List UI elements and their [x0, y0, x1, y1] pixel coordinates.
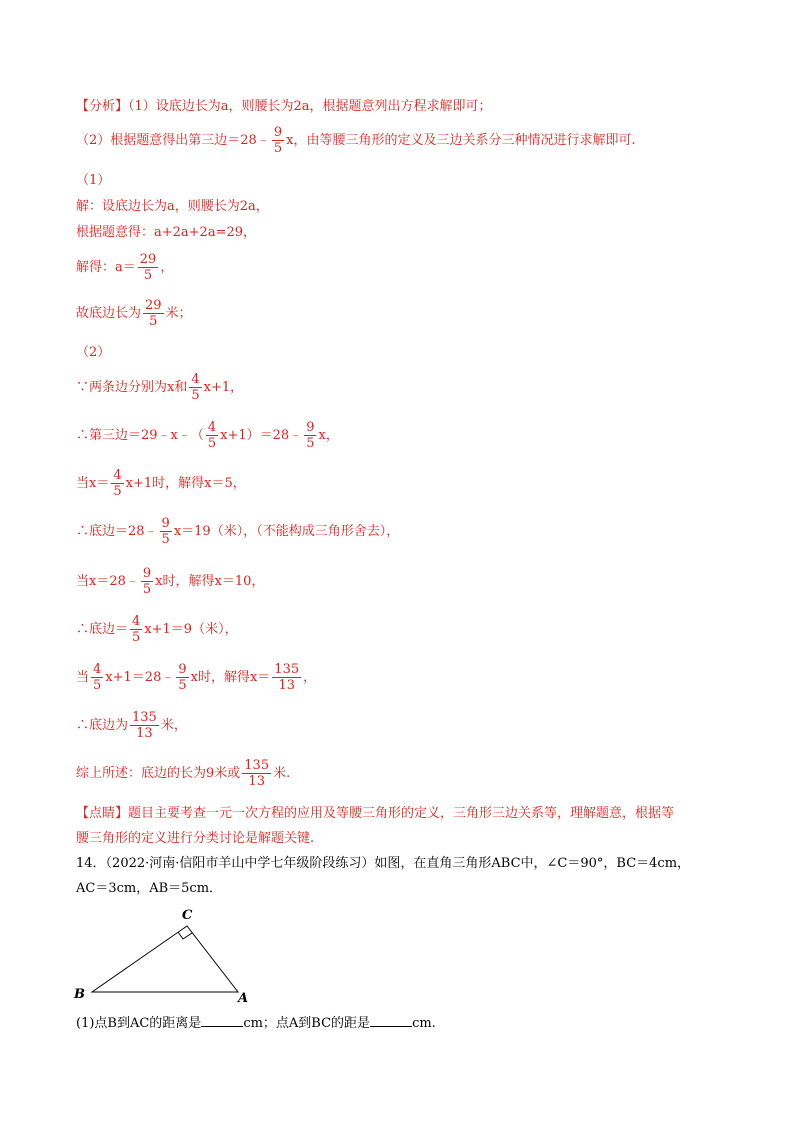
s4-post: 米； [165, 306, 192, 321]
analysis-p2-post: x，由等腰三角形的定义及三边关系分三种情况进行求解即可. [286, 133, 636, 148]
comment-line1: 题目主要考查一元一次方程的应用及等腰三角形的定义，三角形三边关系等，理解题意，根据等 [128, 806, 675, 821]
frac-num: 4 [207, 420, 217, 435]
s4-pre: 故底边长为 [76, 306, 142, 321]
analysis-line-2 [76, 125, 636, 156]
solution-t9 [76, 758, 290, 789]
t4-pre: ∴底边＝28﹣ [76, 524, 158, 539]
frac-den: 13 [248, 774, 265, 789]
t6-pre: ∴底边＝ [76, 622, 129, 637]
fraction [189, 372, 201, 403]
t9-post: 米. [273, 766, 291, 781]
comment-tag: 【点睛】 [76, 806, 129, 821]
frac-num: 29 [145, 298, 162, 313]
analysis-p1: （1）设底边长为a，则腰长为2a，根据题意列出方程求解即可； [128, 99, 492, 114]
solution-s3 [76, 252, 173, 283]
solution-t5 [76, 566, 264, 597]
frac-num: 9 [178, 662, 187, 677]
vertex-label-b: B [74, 987, 85, 1002]
t9-pre: 综上所述：底边的长为9米或 [76, 766, 241, 781]
solution-s2: 根据题意得：a+2a+2a=29， [76, 225, 257, 240]
t2-post: x， [318, 428, 339, 443]
frac-den: 5 [142, 582, 152, 597]
frac-den: 13 [278, 678, 295, 693]
frac-num: 4 [191, 372, 200, 387]
comment-line-1 [76, 805, 674, 823]
frac-num: 9 [306, 420, 315, 435]
triangle-figure [70, 905, 260, 1005]
fraction [272, 125, 284, 156]
question14-line-2: AC＝3cm，AB＝5cm． [76, 881, 223, 896]
t6-post: x+1＝9（米）， [144, 622, 238, 637]
s3-post: ， [160, 260, 174, 275]
question-line1-post: 如图，在直角三角形ABC中，∠C＝90°，BC＝4cm， [374, 856, 691, 871]
frac-den: 5 [113, 484, 122, 499]
frac-num: 29 [139, 252, 157, 267]
fraction [143, 298, 164, 329]
solution-t3 [76, 468, 246, 499]
t2-mid: x+1）＝28﹣ [220, 428, 303, 443]
analysis-tag: 【分析】 [76, 99, 129, 114]
frac-den: 5 [273, 141, 283, 156]
solution-s1: 解：设底边长为a，则腰长为2a， [76, 199, 269, 214]
part2-label: （2） [76, 345, 111, 360]
fraction [304, 420, 316, 451]
question-source: （2022·河南·信阳市羊山中学七年级阶段练习） [105, 856, 375, 871]
frac-num: 9 [142, 566, 152, 581]
t5-pre: 当x＝28﹣ [76, 574, 139, 589]
frac-num: 9 [273, 125, 283, 140]
t4-post: x＝19（米），（不能构成三角形舍去）， [173, 524, 400, 539]
fraction [206, 420, 218, 451]
s3-pre: 解得：a＝ [76, 260, 136, 275]
t7-post: ， [303, 670, 317, 685]
fraction [242, 758, 271, 789]
comment-line-2: 腰三角形的定义进行分类讨论是解题关键. [76, 831, 315, 846]
solution-t8 [76, 710, 187, 741]
frac-num: 4 [113, 468, 122, 483]
solution-t6 [76, 614, 238, 645]
fraction [138, 252, 159, 283]
question14-sub1 [76, 1014, 436, 1033]
answer-blank-2[interactable] [370, 1014, 412, 1027]
frac-num: 135 [244, 758, 270, 773]
fraction [176, 662, 188, 693]
part1-label: （1） [76, 173, 111, 188]
solution-t4 [76, 516, 399, 547]
t1-post: x+1， [203, 380, 244, 395]
t7-pre: 当 [76, 670, 90, 685]
t1-pre: ∵两条边分别为x和 [76, 380, 188, 395]
frac-num: 135 [274, 662, 300, 677]
fraction [272, 662, 301, 693]
frac-num: 4 [132, 614, 141, 629]
frac-den: 13 [136, 726, 153, 741]
t2-pre: ∴第三边＝29﹣x﹣（ [76, 428, 204, 443]
frac-den: 5 [207, 436, 217, 451]
frac-den: 5 [178, 678, 187, 693]
analysis-line-1 [76, 98, 492, 116]
solution-t2 [76, 420, 339, 451]
triangle-abc [92, 926, 238, 992]
frac-den: 5 [191, 388, 200, 403]
vertex-label-c: C [182, 908, 193, 923]
t5-post: x时，解得x＝10， [155, 574, 265, 589]
fraction [111, 468, 123, 499]
sub1-pre: (1)点B到AC的距离是 [76, 1016, 202, 1031]
frac-den: 5 [149, 314, 158, 329]
fraction [141, 566, 153, 597]
frac-den: 5 [161, 532, 170, 547]
vertex-label-a: A [238, 991, 249, 1005]
t8-post: 米， [160, 718, 187, 733]
t7-mid2: x时，解得x＝ [190, 670, 271, 685]
question-number: 14． [76, 856, 106, 871]
t3-pre: 当x＝ [76, 476, 110, 491]
fraction [130, 614, 142, 645]
sub1-unit2: cm. [412, 1016, 436, 1031]
fraction [91, 662, 103, 693]
answer-blank-1[interactable] [201, 1014, 243, 1027]
frac-den: 5 [93, 678, 102, 693]
question14-line-1 [76, 855, 690, 873]
solution-t1 [76, 372, 243, 403]
fraction [160, 516, 172, 547]
t3-post: x+1时，解得x＝5， [125, 476, 246, 491]
t7-mid: x+1＝28﹣ [105, 670, 175, 685]
frac-den: 5 [143, 268, 153, 283]
frac-num: 9 [161, 516, 170, 531]
solution-t7 [76, 662, 316, 693]
analysis-p2-pre: （2）根据题意得出第三边＝28﹣ [76, 133, 270, 148]
frac-num: 135 [132, 710, 157, 725]
frac-den: 5 [306, 436, 315, 451]
fraction [130, 710, 159, 741]
t8-pre: ∴底边为 [76, 718, 129, 733]
solution-s4 [76, 298, 192, 329]
frac-den: 5 [132, 630, 141, 645]
right-angle-mark [178, 932, 192, 939]
frac-num: 4 [93, 662, 102, 677]
sub1-unit: cm；点A到BC的距是 [243, 1016, 371, 1031]
